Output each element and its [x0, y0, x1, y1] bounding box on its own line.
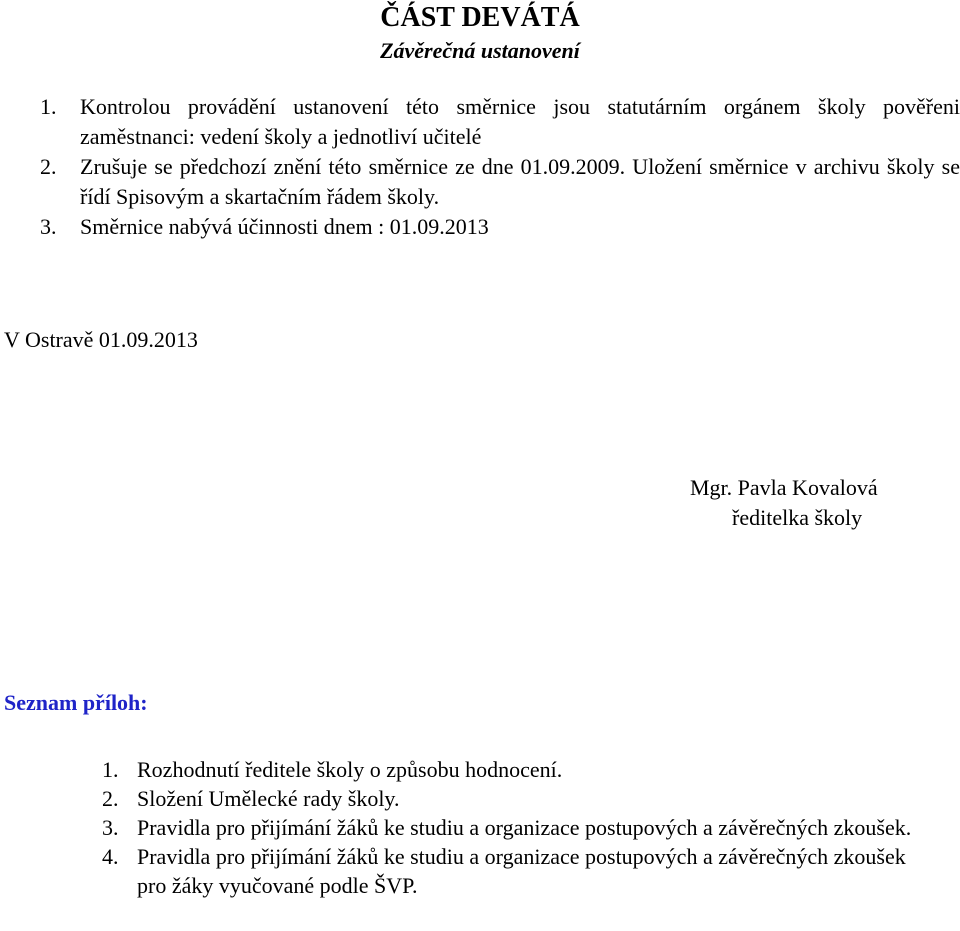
attachment-text: Pravidla pro přijímání žáků ke studiu a organizace postupových a závěrečných zkoušek pro žáky vyučované podle ŠVP. [137, 844, 906, 898]
attachment-item [0, 813, 960, 842]
attachments-heading: Seznam příloh: [4, 690, 148, 715]
page-title: ČÁST DEVÁTÁ [380, 2, 580, 33]
attachment-number: 1. [102, 757, 119, 782]
signature-block [690, 473, 920, 533]
attachment-item [0, 842, 960, 900]
signatory-role: ředitelka školy [732, 505, 863, 530]
attachment-text: Pravidla pro přijímání žáků ke studiu a organizace postupových a závěrečných zkoušek. [137, 815, 912, 840]
attachment-number: 4. [102, 844, 119, 869]
provision-text: Kontrolou provádění ustanovení této směrnice jsou statutárním orgánem školy pověřeni zaměstnanci: vedení školy a jednotliví učitelé [80, 94, 960, 149]
provision-text: Zrušuje se předchozí znění této směrnice ze dne 01.09.2009. Uložení směrnice v archivu školy se řídí Spisovým a skartačním řádem školy. [80, 154, 960, 209]
signatory-name: Mgr. Pavla Kovalová [690, 475, 878, 500]
provision-number: 2. [40, 154, 57, 179]
page-subtitle: Závěrečná ustanovení [380, 38, 580, 63]
attachment-number: 3. [102, 815, 119, 840]
attachment-item [0, 784, 960, 813]
provision-number: 1. [40, 94, 57, 119]
attachment-number: 2. [102, 786, 119, 811]
provision-item [0, 212, 960, 242]
attachment-text: Rozhodnutí ředitele školy o způsobu hodnocení. [137, 757, 563, 782]
provision-number: 3. [40, 214, 57, 239]
place-and-date: V Ostravě 01.09.2013 [4, 327, 198, 352]
attachments-list [0, 755, 960, 900]
attachment-item [0, 755, 960, 784]
provisions-list [0, 92, 960, 242]
attachment-text: Složení Umělecké rady školy. [137, 786, 400, 811]
provision-item [0, 92, 960, 152]
provision-item [0, 152, 960, 212]
provision-text: Směrnice nabývá účinnosti dnem : 01.09.2013 [80, 214, 489, 239]
